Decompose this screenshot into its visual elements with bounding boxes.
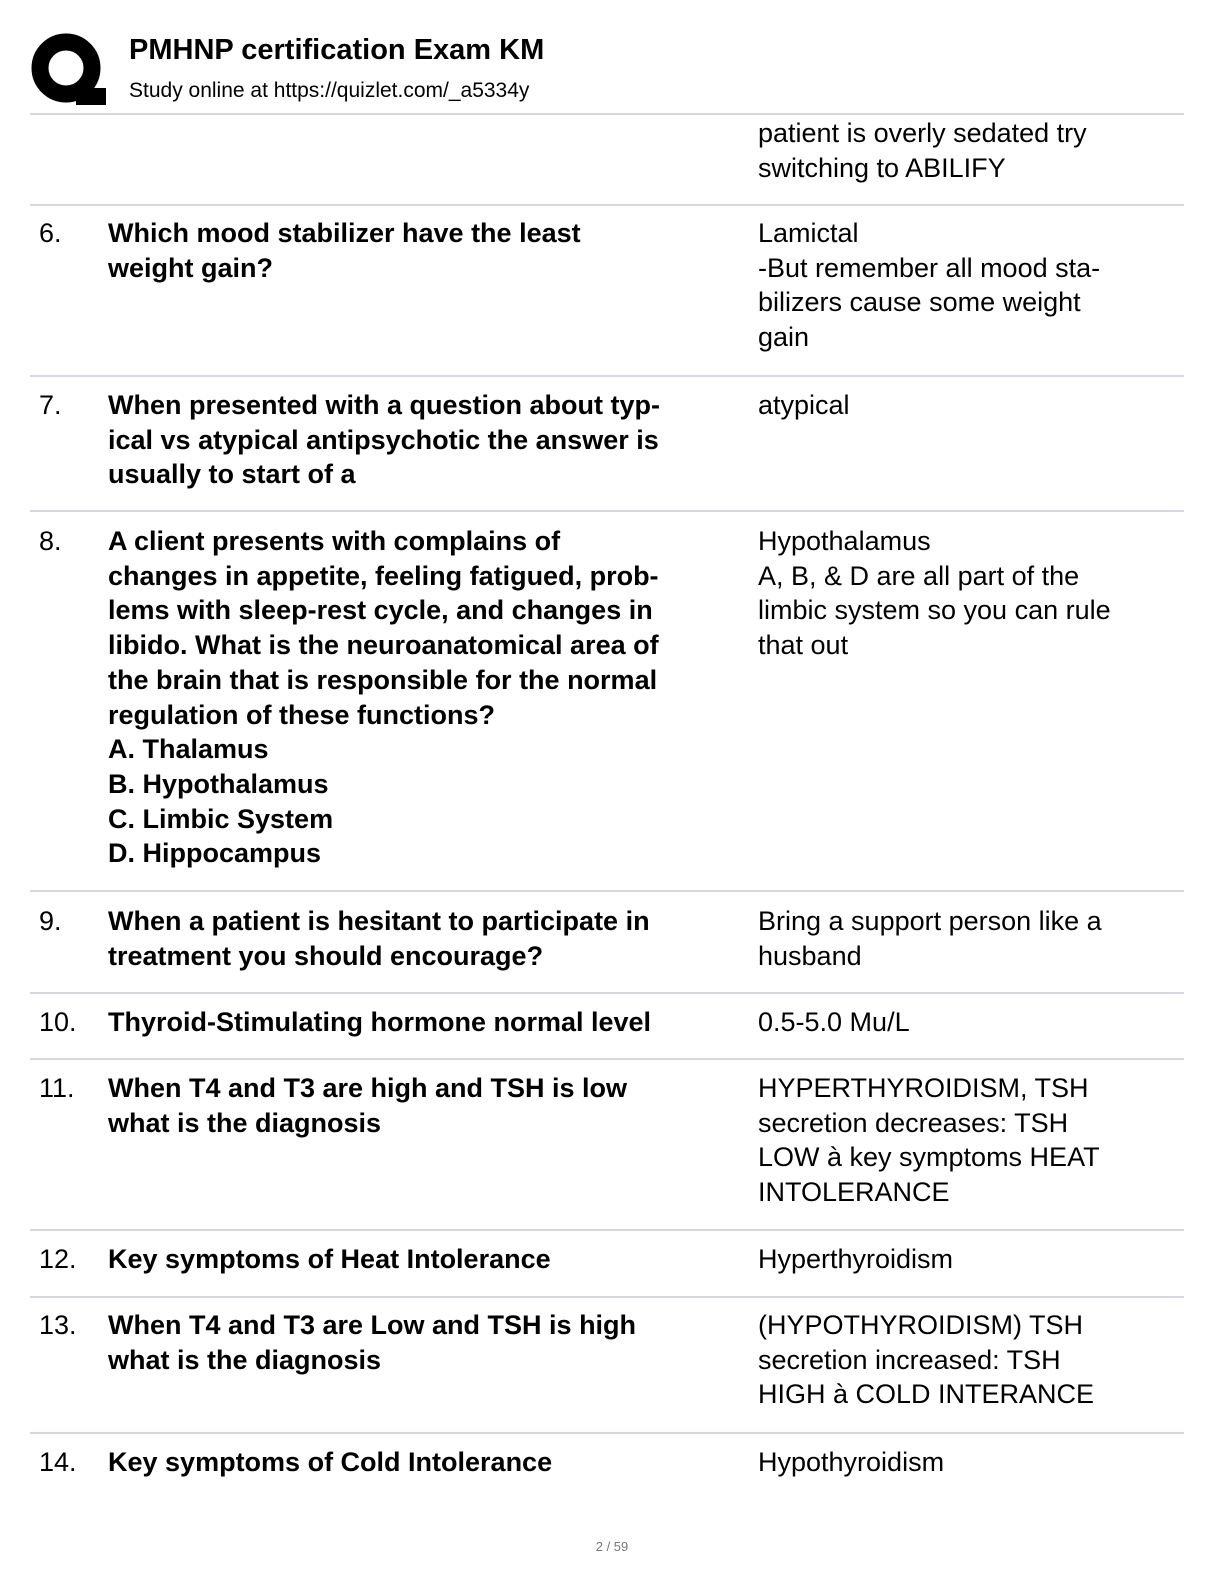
card-answer: Lamictal -But remember all mood sta- bilizers cause some weight gain — [758, 218, 1101, 353]
card-number: 14. — [39, 1447, 77, 1477]
divider — [30, 375, 1184, 377]
card-answer: 0.5-5.0 Mu/L — [758, 1007, 910, 1037]
card-number: 11. — [39, 1073, 75, 1103]
card-number: 13. — [39, 1310, 77, 1340]
card-question: Key symptoms of Cold Intolerance — [108, 1447, 553, 1477]
card-number: 12. — [39, 1244, 77, 1274]
card-question: Which mood stabilizer have the least weight gain? — [108, 218, 581, 283]
divider — [30, 204, 1184, 206]
card-answer: Hypothyroidism — [758, 1447, 945, 1477]
card-number: 10. — [39, 1007, 77, 1037]
card-question: When presented with a question about typ- ical vs atypical antipsychotic the answer is usually to start of a — [108, 390, 661, 490]
card-question: A client presents with complains of changes in appetite, feeling fatigued, prob- lems with sleep-rest cycle, and changes in libido. What is the neuroanatomical area of the brain that is responsible for the normal regulation of these functions? A. Thalamus B. Hypothalamus C. Limbic System D. Hippocampus — [108, 526, 659, 869]
divider — [30, 1296, 1184, 1298]
card-question: Thyroid-Stimulating hormone normal level — [108, 1007, 652, 1037]
divider — [30, 890, 1184, 892]
page-header — [30, 28, 1190, 112]
divider — [30, 510, 1184, 512]
card-answer: Hyperthyroidism — [758, 1244, 954, 1274]
quizlet-logo-icon — [30, 32, 106, 108]
card-answer: Hypothalamus A, B, & D are all part of the limbic system so you can rule that out — [758, 526, 1111, 661]
divider — [30, 1432, 1184, 1434]
card-question: When T4 and T3 are high and TSH is low what is the diagnosis — [108, 1073, 628, 1138]
card-answer: atypical — [758, 390, 850, 420]
card-number: 8. — [39, 526, 62, 556]
card-answer: (HYPOTHYROIDISM) TSH secretion increased: TSH HIGH à COLD INTERANCE — [758, 1310, 1095, 1410]
continued-answer: patient is overly sedated try switching to ABILIFY — [758, 118, 1087, 183]
divider — [30, 113, 1184, 115]
card-question: When T4 and T3 are Low and TSH is high what is the diagnosis — [108, 1310, 637, 1375]
card-number: 6. — [39, 218, 62, 248]
study-online-link[interactable]: Study online at https://quizlet.com/_a5334y — [129, 79, 530, 102]
document-title: PMHNP certification Exam KM — [129, 34, 545, 66]
card-number: 9. — [39, 906, 62, 936]
divider — [30, 1229, 1184, 1231]
card-number: 7. — [39, 390, 62, 420]
card-answer: HYPERTHYROIDISM, TSH secretion decreases: TSH LOW à key symptoms HEAT INTOLERANCE — [758, 1073, 1100, 1208]
card-answer: Bring a support person like a husband — [758, 906, 1102, 971]
divider — [30, 1058, 1184, 1060]
divider — [30, 992, 1184, 994]
page-number: 2 / 59 — [595, 1539, 629, 1554]
card-question: When a patient is hesitant to participate in treatment you should encourage? — [108, 906, 650, 971]
card-question: Key symptoms of Heat Intolerance — [108, 1244, 551, 1274]
